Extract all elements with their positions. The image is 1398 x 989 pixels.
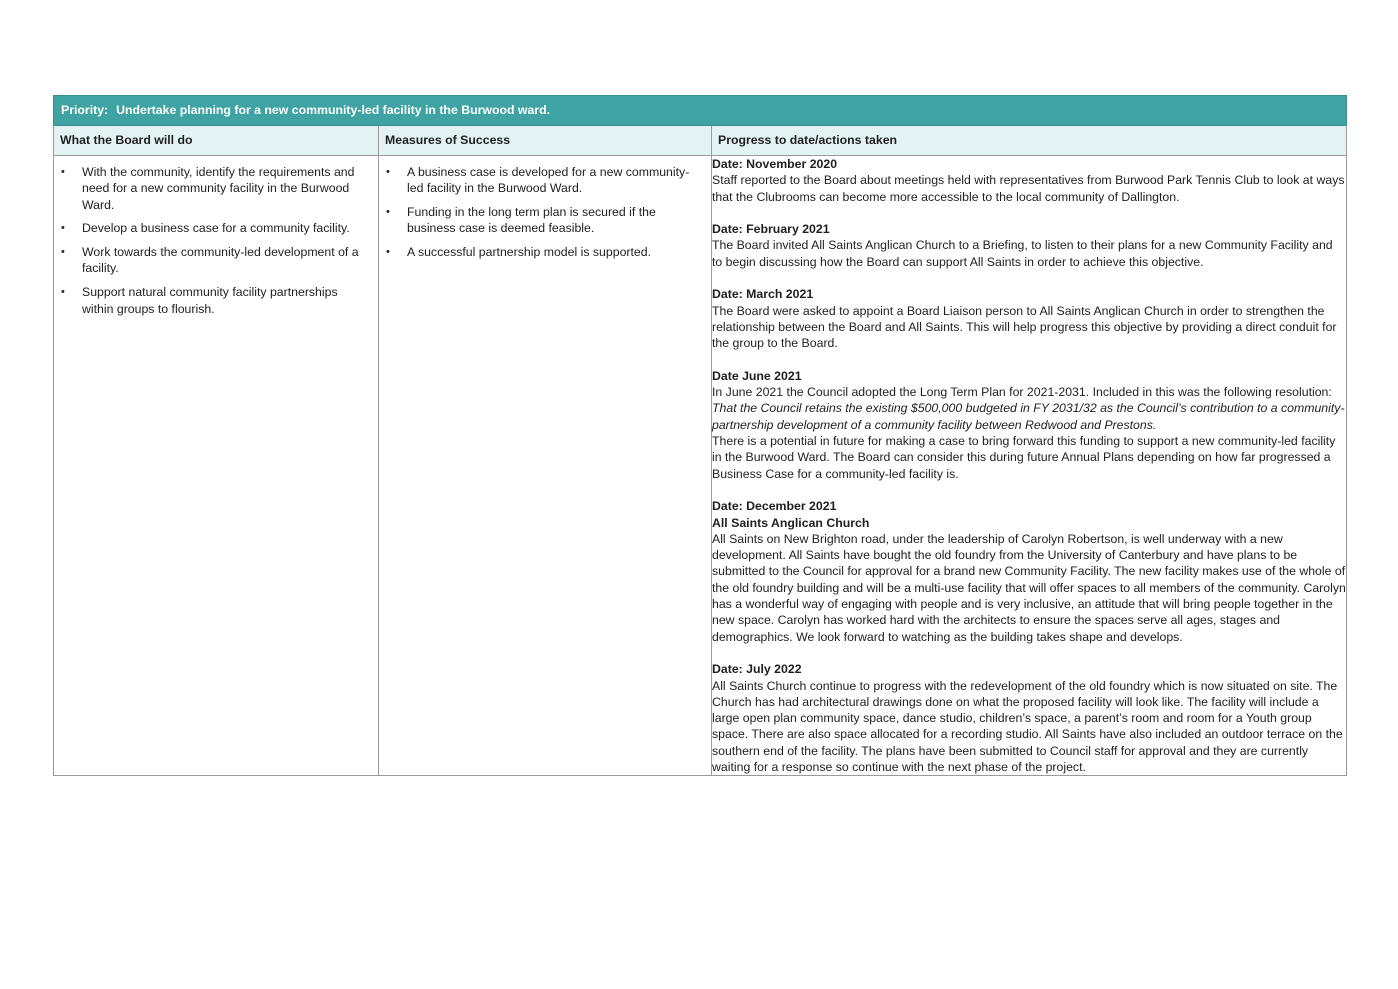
entry-text: Staff reported to the Board about meetings held with representatives from Burwood Park Tennis Club to look at ways that the Clubrooms can become more accessible to the local community of Dallington. <box>712 173 1345 204</box>
list-item: • Support natural community facility partnerships within groups to flourish. <box>61 285 338 316</box>
column-header-board: What the Board will do <box>54 126 379 156</box>
bullet-icon: • <box>386 206 390 219</box>
progress-entry <box>712 286 1346 351</box>
list-item: • A business case is developed for a new community-led facility in the Burwood Ward. <box>386 165 690 196</box>
entry-date: Date: November 2020 <box>712 157 838 171</box>
board-actions-list <box>54 164 378 317</box>
priority-cell <box>54 96 1347 126</box>
bullet-icon: • <box>386 246 390 259</box>
progress-entry <box>712 661 1346 775</box>
progress-entry <box>712 498 1346 645</box>
bullet-icon: • <box>61 246 65 259</box>
progress-entry <box>712 368 1346 482</box>
entry-text: There is a potential in future for making a case to bring forward this funding to support a new community-led facility in the Burwood Ward. The Board can consider this during future Annual Plans depending on how far progressed a Business Case for a community-led facility is. <box>712 434 1336 481</box>
entry-date: Date: December 2021 <box>712 499 837 514</box>
priority-label: Priority: <box>61 103 109 118</box>
entry-text: All Saints Church continue to progress with the redevelopment of the old foundry which is now situated on site. The Church has had architectural drawings done on what the proposed facility will look like. The facility will include a large open plan community space, dance studio, children’s space, a parent’s room and room for a Youth group space. There are also space allocated for a recording studio. All Saints have also included an outdoor terrace on the southern end of the facility. The plans have been submitted to Council staff for approval and they are currently waiting for a response so continue with the next phase of the project. <box>712 678 1343 774</box>
list-item: • With the community, identify the requirements and need for a new community facility in the Burwood Ward. <box>61 165 355 212</box>
progress-entry <box>712 156 1346 205</box>
board-actions-cell <box>54 156 379 776</box>
list-item: • Develop a business case for a community facility. <box>61 221 350 236</box>
bullet-icon: • <box>61 222 65 235</box>
list-item: • Funding in the long term plan is secured if the business case is deemed feasible. <box>386 205 656 236</box>
content-row <box>54 156 1347 776</box>
measures-list <box>379 164 711 260</box>
priority-row <box>54 96 1347 126</box>
bullet-icon: • <box>61 286 65 299</box>
column-header-progress: Progress to date/actions taken <box>712 126 1347 156</box>
resolution-quote: That the Council retains the existing $500,000 budgeted in FY 2031/32 as the Council’s contribution to a community-partnership development of a community facility between Redwood and Prestons. <box>712 401 1345 432</box>
entry-text: In June 2021 the Council adopted the Long Term Plan for 2021-2031. Included in this was the following resolution: <box>712 385 1332 400</box>
entry-text: The Board were asked to appoint a Board Liaison person to All Saints Anglican Church in order to strengthen the relationship between the Board and All Saints. This will help progress this objective by providing a direct conduit for the group to the Board. <box>712 303 1337 351</box>
progress-cell <box>712 156 1347 776</box>
entry-text: All Saints on New Brighton road, under the leadership of Carolyn Robertson, is well underway with a new development. All Saints have bought the old foundry from the University of Canterbury and have plans to be submitted to the Council for approval for a brand new Community Facility. The new facility makes use of the whole of the old foundry building and will be a multi-use facility that will offer spaces to all members of the community. Carolyn has a wonderful way of engaging with people and is very inclusive, an attitude that will bring people together in the new space. Carolyn has worked hard with the architects to ensure the spaces serve all ages, stages and demographics. We look forward to watching as the building takes shape and develops. <box>712 531 1346 644</box>
entry-date: Date: March 2021 <box>712 287 814 302</box>
list-item: • A successful partnership model is supported. <box>386 245 652 260</box>
progress-entry <box>712 221 1346 270</box>
list-item: • Work towards the community-led development of a facility. <box>61 245 359 276</box>
entry-date: Date: February 2021 <box>712 222 830 237</box>
column-header-row <box>54 126 1347 156</box>
entry-date: Date: July 2022 <box>712 662 802 677</box>
entry-subtitle: All Saints Anglican Church <box>712 515 870 530</box>
measures-cell <box>379 156 712 776</box>
column-header-measures: Measures of Success <box>379 126 712 156</box>
bullet-icon: • <box>61 166 65 178</box>
priority-table <box>53 95 1347 776</box>
entry-text: The Board invited All Saints Anglican Church to a Briefing, to listen to their plans for a new Community Facility and to begin discussing how the Board can support All Saints in order to achieve this objective. <box>712 238 1333 269</box>
priority-text: Undertake planning for a new community-led facility in the Burwood ward. <box>116 103 551 118</box>
bullet-icon: • <box>386 166 390 178</box>
entry-date: Date June 2021 <box>712 368 802 383</box>
